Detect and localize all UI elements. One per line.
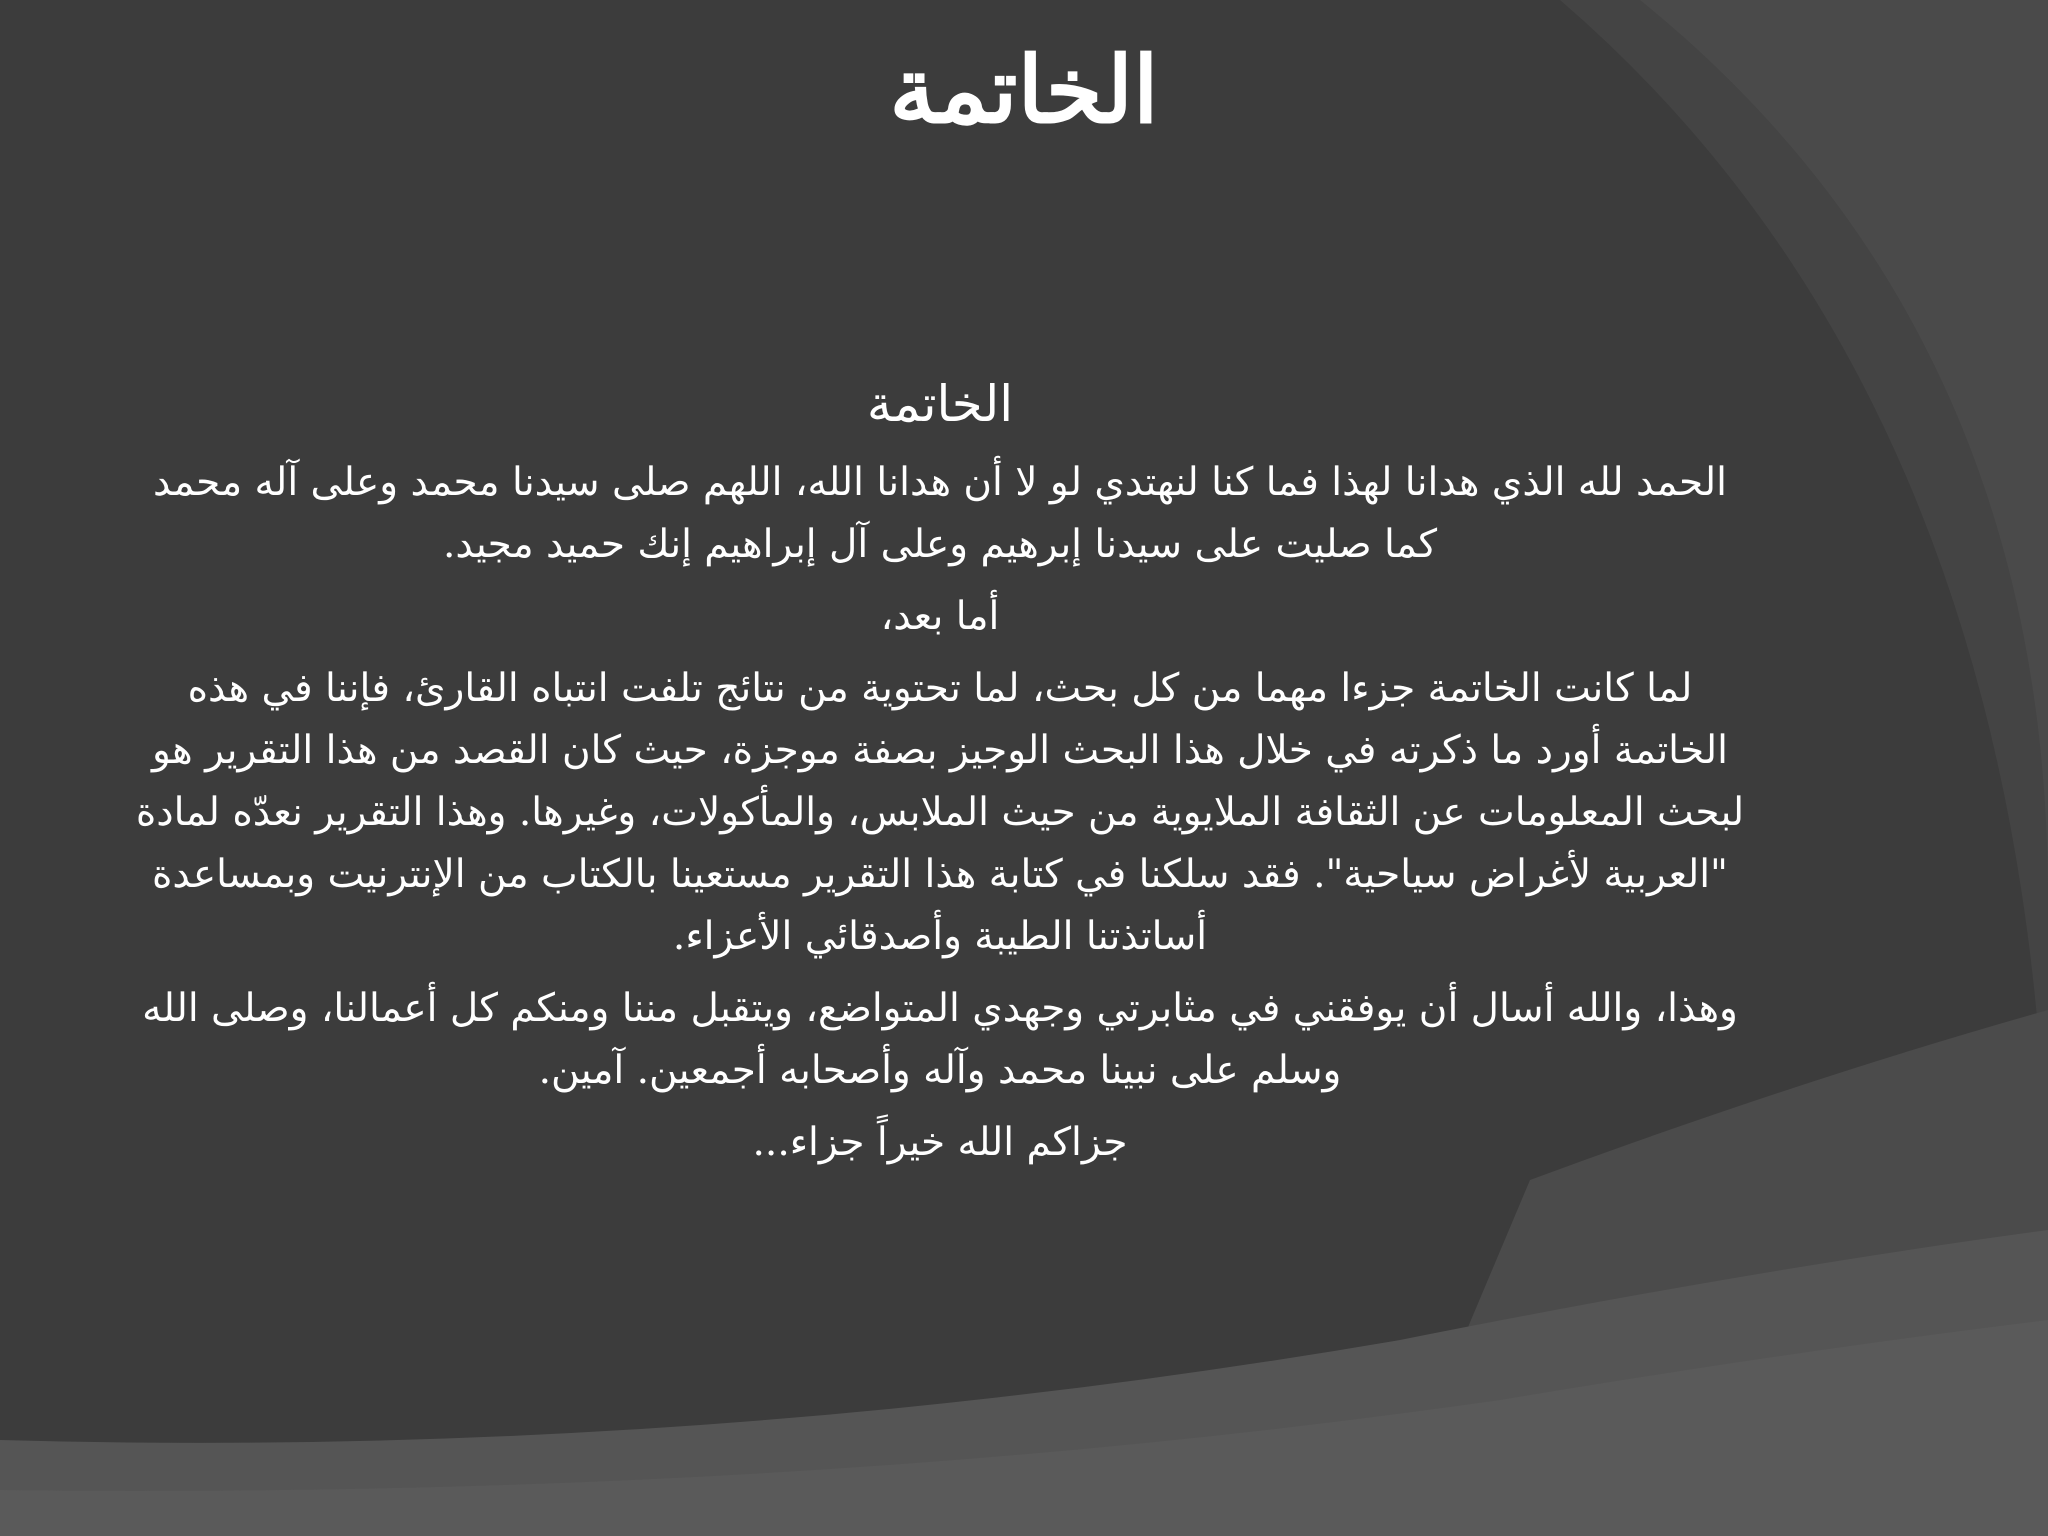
prayer-paragraph: وهذا، والله أسال أن يوفقني في مثابرتي وجهدي المتواضع، ويتقبل مننا ومنكم كل أعمالنا، وصلى الله وسلم على نبينا محمد وآله وأصحابه أجمعين. آمين.: [142, 986, 1738, 1093]
closing-paragraph: جزاكم الله خيراً جزاء...: [752, 1120, 1128, 1165]
slide-title: الخاتمة: [889, 36, 1159, 144]
content-subheading: الخاتمة: [866, 375, 1014, 433]
slide-content: [130, 362, 1750, 1184]
transition-paragraph: أما بعد،: [880, 594, 1000, 639]
opening-paragraph: الحمد لله الذي هدانا لهذا فما كنا لنهتدي لو لا أن هدانا الله، اللهم صلى سيدنا محمد وعلى آله محمد كما صليت على سيدنا إبرهيم وعلى آل إبراهيم إنك حميد مجيد.: [153, 460, 1727, 567]
body-paragraph: لما كانت الخاتمة جزءا مهما من كل بحث، لما تحتوية من نتائج تلفت انتباه القارئ، فإننا في هذه الخاتمة أورد ما ذكرته في خلال هذا البحث الوجيز بصفة موجزة، حيث كان القصد من هذا التقرير هو لبحث المعلومات عن الثقافة الملايوية من حيث الملابس، والمأكولات، وغيرها. وهذا التقرير نعدّه لمادة "العربية لأغراض سياحية". فقد سلكنا في كتابة هذا التقرير مستعينا بالكتاب من الإنترنيت وبمساعدة أساتذتنا الطيبة وأصدقائي الأعزاء.: [135, 666, 1745, 959]
